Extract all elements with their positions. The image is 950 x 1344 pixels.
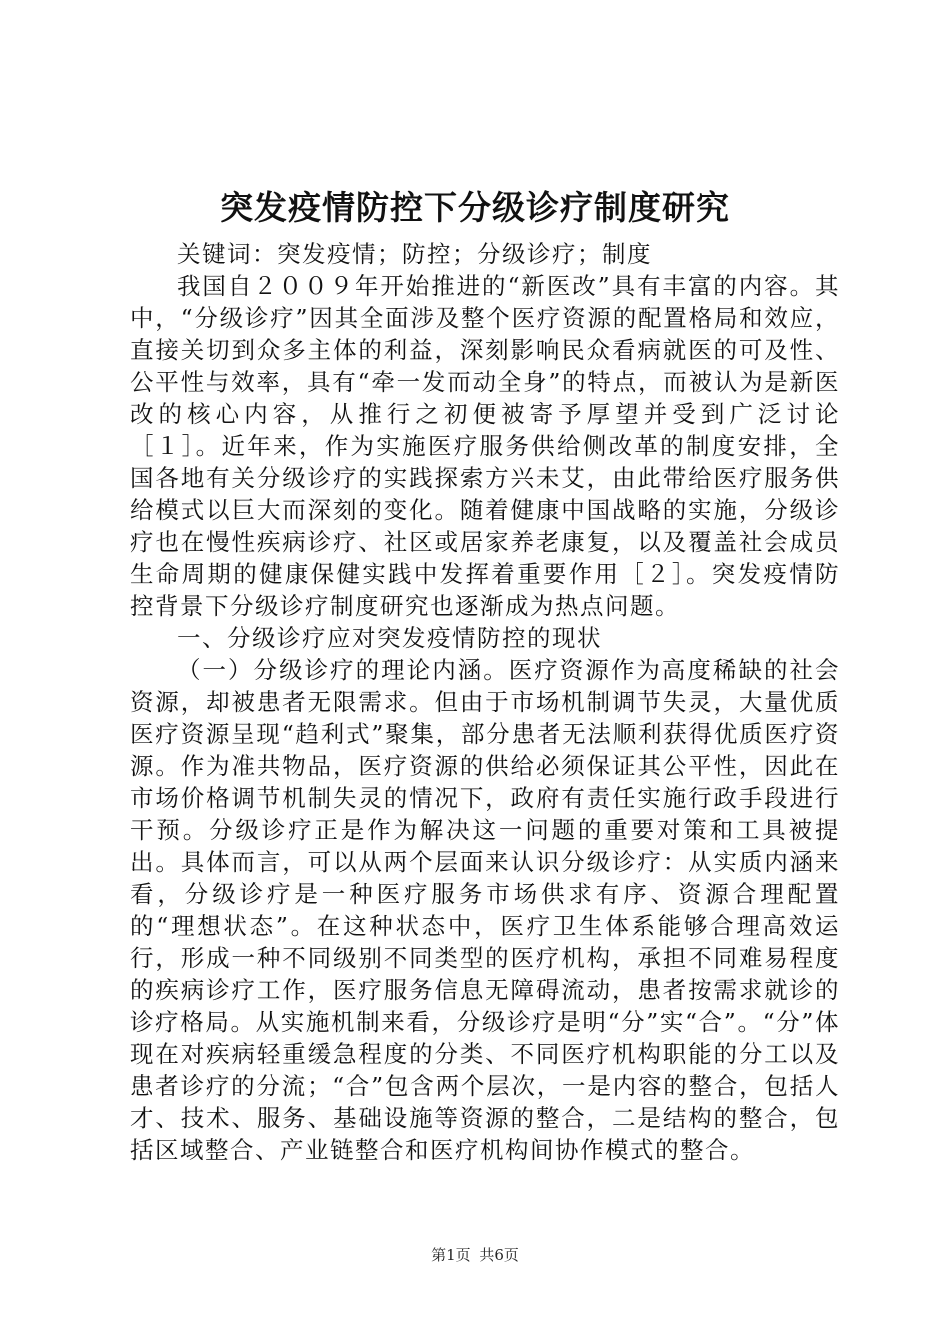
section-heading: 一、分级诊疗应对突发疫情防控的现状 [177,624,602,652]
paragraph-intro: 我国自２００９年开始推进的“新医改”具有丰富的内容。其中，“分级诊疗”因其全面涉及整个医疗资源的配置格局和效应，直接关切到众多主体的利益，深刻影响民众看病就医的可及性、公平性与效率，具有“牵一发而动全身”的特点，而被认为是新医改的核心内容，从推行之初便被寄予厚望并受到广泛讨论［１］。近年来，作为实施医疗服务供给侧改革的制度安排，全国各地有关分级诊疗的实践探索方兴未艾，由此带给医疗服务供给模式以巨大而深刻的变化。随着健康中国战略的实施，分级诊疗也在慢性疾病诊疗、社区或居家养老康复，以及覆盖社会成员生命周期的健康保健实践中发挥着重要作用［２］。突发疫情防控背景下分级诊疗制度研究也逐渐成为热点问题。 [130,272,840,620]
page-number: 第1页 [431,1246,471,1264]
paragraph-theory: （一）分级诊疗的理论内涵。医疗资源作为高度稀缺的社会资源，却被患者无限需求。但由于市场机制调节失灵，大量优质医疗资源呈现“趋利式”聚集，部分患者无法顺利获得优质医疗资源。作为准共物品，医疗资源的供给必须保证其公平性，因此在市场价格调节机制失灵的情况下，政府有责任实施行政手段进行干预。分级诊疗正是作为解决这一问题的重要对策和工具被提出。具体而言，可以从两个层面来认识分级诊疗：从实质内涵来看，分级诊疗是一种医疗服务市场供求有序、资源合理配置的“理想状态”。在这种状态中，医疗卫生体系能够合理高效运行，形成一种不同级别不同类型的医疗机构，承担不同难易程度的疾病诊疗工作，医疗服务信息无障碍流动，患者按需求就诊的诊疗格局。从实施机制来看，分级诊疗是明“分”实“合”。“分”体现在对疾病轻重缓急程度的分类、不同医疗机构职能的分工以及患者诊疗的分流；“合”包含两个层次，一是内容的整合，包括人才、技术、服务、基础设施等资源的整合，二是结构的整合，包括区域整合、产业链整合和医疗机构间协作模式的整合。 [130,656,840,1164]
page-total: 共6页 [479,1246,519,1264]
keywords-line: 关键词：突发疫情；防控；分级诊疗；制度 [177,240,652,268]
document-body [130,238,840,1166]
page-footer [0,1244,950,1265]
document-title: 突发疫情防控下分级诊疗制度研究 [220,188,730,227]
